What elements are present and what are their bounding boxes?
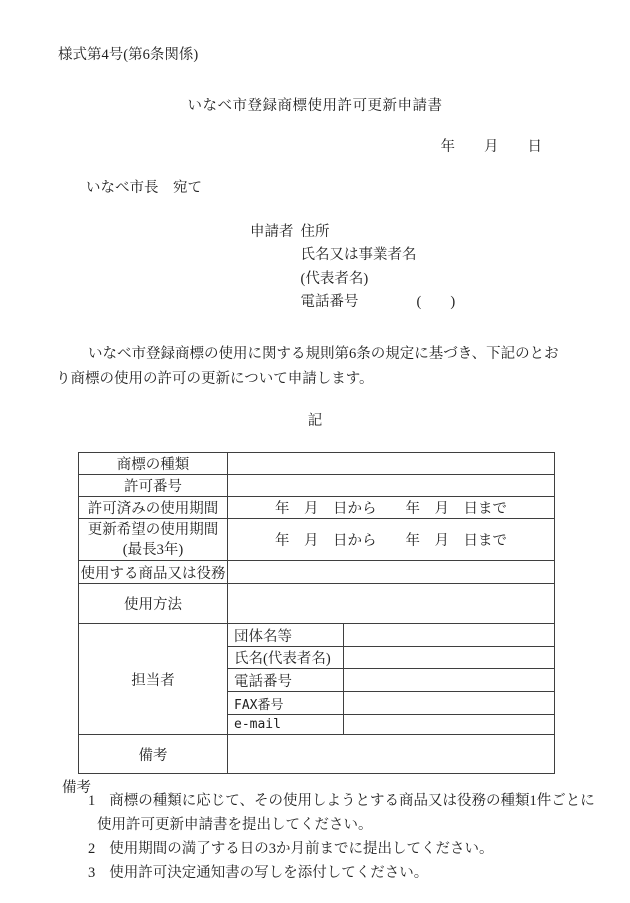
date-line: 年 月 日 [440, 139, 542, 155]
goods-services-value-cell [228, 561, 555, 584]
usage-method-label: 使用方法 [79, 584, 228, 624]
note-item-1 [88, 789, 602, 837]
remarks-label: 備考 [79, 735, 228, 774]
form-number: 様式第4号(第6条関係) [58, 47, 199, 63]
contact-name-value-cell [344, 647, 555, 669]
note-number: 2 [88, 841, 96, 857]
application-table [78, 452, 555, 774]
approved-period-value: 年 月 日から 年 月 日まで [228, 497, 555, 519]
note-text: 商標の種類に応じて、その使用しようとする商品又は役務の種類1件ごとに使用許可更新申請書を提出してください。 [97, 793, 595, 833]
contact-name-label: 氏名(代表者名) [228, 647, 344, 669]
table-row [79, 497, 555, 519]
remarks-value-cell [228, 735, 555, 774]
addressee-line: いなべ市長 宛て [86, 180, 202, 196]
contact-organization-label: 団体名等 [228, 624, 344, 647]
table-row [79, 475, 555, 497]
note-item-3 [88, 861, 602, 885]
contact-email-value-cell [344, 715, 555, 735]
applicant-label: 申請者 [250, 224, 294, 240]
notes-list [56, 789, 602, 885]
note-number: 1 [88, 793, 96, 809]
trademark-type-value-cell [228, 453, 555, 475]
note-number: 3 [88, 865, 96, 881]
usage-method-value-cell [228, 584, 555, 624]
table-row [79, 584, 555, 624]
note-text: 使用許可決定通知書の写しを添付してください。 [109, 865, 429, 881]
note-text: 使用期間の満了する日の3か月前までに提出してください。 [109, 841, 494, 857]
trademark-type-label: 商標の種類 [79, 453, 228, 475]
table-row [79, 519, 555, 561]
permit-number-value-cell [228, 475, 555, 497]
contact-fax-label: FAX番号 [228, 692, 344, 715]
contact-phone-label: 電話番号 [228, 669, 344, 692]
contact-organization-value-cell [344, 624, 555, 647]
renewal-period-label [79, 519, 228, 561]
permit-number-label: 許可番号 [79, 475, 228, 497]
renewal-period-value: 年 月 日から 年 月 日まで [228, 519, 555, 561]
page-title: いなべ市登録商標使用許可更新申請書 [187, 98, 443, 114]
contact-fax-value-cell [344, 692, 555, 715]
renewal-period-label-line1: 更新希望の使用期間 [87, 521, 219, 538]
body-paragraph: いなべ市登録商標の使用に関する規則第6条の規定に基づき、下記のとおり商標の使用の許可の更新について申請します。 [56, 346, 559, 387]
table-row [79, 624, 555, 647]
approved-period-label: 許可済みの使用期間 [79, 497, 228, 519]
applicant-phone-label: 電話番号 ( ) [300, 294, 456, 311]
applicant-name-label: 氏名又は事業者名 [300, 247, 417, 264]
applicant-fields [301, 221, 456, 315]
note-item-2 [88, 837, 602, 861]
notes-heading: 備考 [62, 780, 91, 796]
table-row [79, 453, 555, 475]
table-row [79, 735, 555, 774]
table-row [79, 561, 555, 584]
contact-phone-value-cell [344, 669, 555, 692]
section-marker: 記 [307, 413, 323, 429]
applicant-block [250, 221, 455, 315]
contact-email-label: e-mail [228, 715, 344, 735]
renewal-period-label-line2: (最長3年) [122, 541, 184, 558]
goods-services-label: 使用する商品又は役務 [79, 561, 228, 584]
contact-label: 担当者 [79, 624, 228, 735]
applicant-representative-label: (代表者名) [300, 270, 369, 287]
applicant-address-label: 住所 [300, 224, 330, 240]
